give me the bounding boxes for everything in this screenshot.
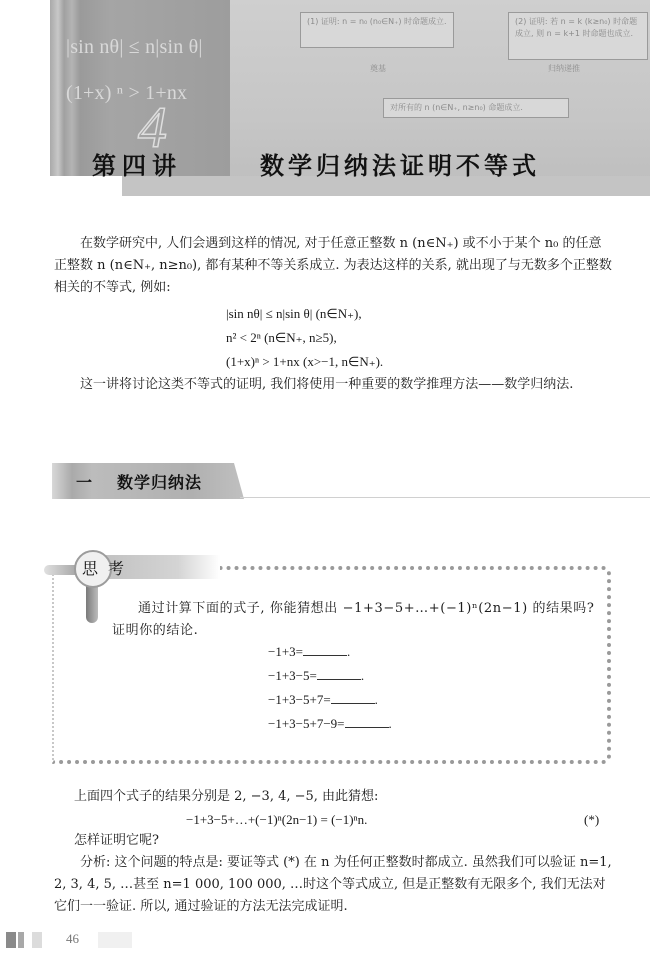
think-exercises <box>268 640 392 736</box>
diagram-box-step: (2) 证明: 若 n = k (k≥n₀) 时命题成立, 则 n = k+1 时命题也成立. <box>508 12 648 60</box>
exercise-2: −1+3−5= . <box>268 664 392 688</box>
analysis-paragraph: 分析: 这个问题的特点是: 要证等式 (*) 在 n 为任何正整数时都成立. 虽然我们可以验证 n=1, 2, 3, 4, 5, …甚至 n=1 000, 100 000, …时这个等式成立, 但是正整数有无限多个, 我们无法对它们一一验证. 所以, 通过验证的方法无法完成证明. <box>54 855 612 914</box>
example-inequality-2: n² < 2ⁿ (n∈N₊, n≥5), <box>226 330 337 345</box>
answer-blank-3[interactable] <box>331 689 375 704</box>
section-title: 数学归纳法 <box>117 473 203 492</box>
page-marker-bar <box>98 932 132 948</box>
header-formula-1: |sin nθ| ≤ n|sin θ| <box>66 36 203 58</box>
think-prompt: 通过计算下面的式子, 你能猜想出 −1+3−5+…+(−1)ⁿ(2n−1) 的结果吗? 证明你的结论. <box>112 601 595 638</box>
diagram-caption-step: 归纳递推 <box>548 64 580 73</box>
page-number: 46 <box>66 931 79 946</box>
lecture-number: 第四讲 <box>92 152 182 180</box>
exercise-3: −1+3−5+7= . <box>268 688 392 712</box>
section-heading <box>76 470 202 493</box>
diagram-box-base: (1) 证明: n = n₀ (n₀∈N₊) 时命题成立. <box>300 12 454 48</box>
results-line: 上面四个式子的结果分别是 2, −3, 4, −5, 由此猜想: <box>74 789 379 804</box>
exercise-4: −1+3−5+7−9= . <box>268 712 392 736</box>
conjecture-formula: −1+3−5+…+(−1)ⁿ(2n−1) = (−1)ⁿn. <box>186 812 368 827</box>
answer-blank-2[interactable] <box>317 665 361 680</box>
answer-blank-4[interactable] <box>345 713 389 728</box>
page-marker-bar <box>6 932 16 948</box>
think-label: 思考 <box>82 559 135 578</box>
lecture-title: 数学归纳法证明不等式 <box>260 152 540 180</box>
example-inequality-3: (1+x)ⁿ > 1+nx (x>−1, n∈N₊). <box>226 354 384 369</box>
diagram-caption-base: 奠基 <box>370 64 386 73</box>
example-inequalities <box>226 302 383 374</box>
conjecture-tag: (*) <box>584 812 600 827</box>
exercise-1: −1+3= . <box>268 640 392 664</box>
example-inequality-1: |sin nθ| ≤ n|sin θ| (n∈N₊), <box>226 306 362 321</box>
page-marker-bar <box>32 932 42 948</box>
intro-paragraph-2: 这一讲将讨论这类不等式的证明, 我们将使用一种重要的数学推理方法——数学归纳法. <box>80 377 574 392</box>
section-number: 一 <box>76 473 94 492</box>
page-marker-bar <box>18 932 24 948</box>
lecture-digit-graphic: 4 <box>138 95 167 160</box>
section-heading-rule <box>240 497 650 498</box>
diagram-box-conclusion: 对所有的 n (n∈N₊, n≥n₀) 命题成立. <box>383 98 569 118</box>
intro-paragraph: 在数学研究中, 人们会遇到这样的情况, 对于任意正整数 n (n∈N₊) 或不小于某个 n₀ 的任意正整数 n (n∈N₊, n≥n₀), 都有某种不等关系成立. 为表达这样的关系, 就出现了与无数多个正整数相关的不等式, 例如: <box>54 236 612 295</box>
proof-question: 怎样证明它呢? <box>74 833 159 848</box>
header-formula-2: (1+x) ⁿ > 1+nx <box>66 82 188 104</box>
answer-blank-1[interactable] <box>303 641 347 656</box>
